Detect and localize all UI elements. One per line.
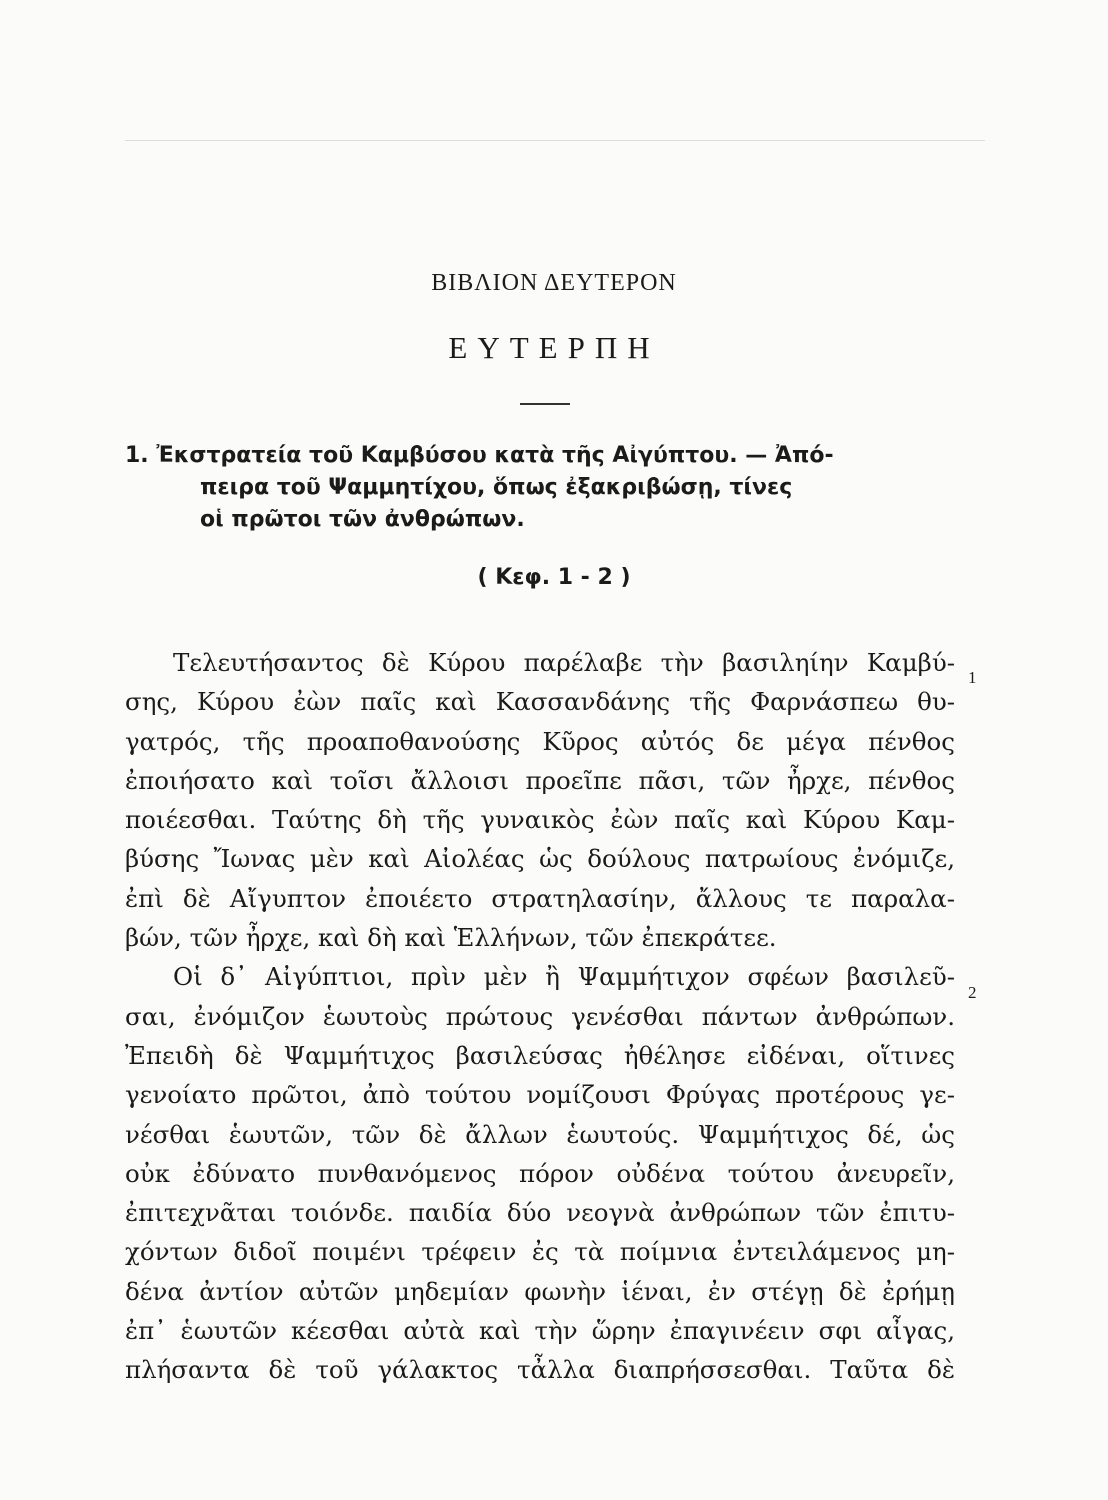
text-line: Ἐπειδὴ δὲ Ψαμμήτιχος βασιλεύσας ἠθέλησε εἰδέναι, οἵτινες <box>125 1040 955 1070</box>
text-line: Τελευτήσαντος δὲ Κύρου παρέλαβε τὴν βασιληίην Καμβύ- <box>173 648 955 677</box>
text-line: βύσης Ἴωνας μὲν καὶ Αἰολέας ὡς δούλους πατρωίους ἐνόμιζε, <box>125 844 955 874</box>
paragraph-number-1: 1 <box>968 668 977 687</box>
heading-line-1: 1. Ἐκστρατεία τοῦ Καμβύσου κατὰ τῆς Αἰγύπτου. — Ἀπό- <box>125 443 834 468</box>
heading-line-3: οἱ πρῶτοι τῶν ἀνθρώπων. <box>200 507 525 532</box>
title-dash <box>520 403 570 405</box>
book-title: ΒΙΒΛΙΟΝ ΔΕΥΤΕΡΟΝ <box>431 270 677 296</box>
text-line: πλήσαντα δὲ τοῦ γάλακτος τἆλλα διαπρήσσεσθαι. Ταῦτα δὲ <box>125 1355 955 1385</box>
text-line: οὐκ ἐδύνατο πυνθανόμενος πόρον οὐδένα τούτου ἀνευρεῖν, <box>125 1158 955 1188</box>
text-line: ἐπὶ δὲ Αἴγυπτον ἐποιέετο στρατηλασίην, ἄλλους τε παραλα- <box>125 883 955 913</box>
section-heading <box>125 440 965 536</box>
text-line: ἐποιήσατο καὶ τοῖσι ἄλλοισι προεῖπε πᾶσι, τῶν ἦρχε, πένθος <box>125 765 955 795</box>
text-line: βών, τῶν ἦρχε, καὶ δὴ καὶ Ἑλλήνων, τῶν ἐπεκράτεε. <box>125 923 777 953</box>
show-through-rule <box>125 140 985 141</box>
body-text <box>125 643 955 1390</box>
text-line: γενοίατο πρῶτοι, ἀπὸ τούτου νομίζουσι Φρύγας προτέρους γε- <box>125 1080 955 1110</box>
text-line: δένα ἀντίον αὐτῶν μηδεμίαν φωνὴν ἱέναι, ἐν στέγῃ δὲ ἐρήμῃ <box>125 1276 955 1306</box>
text-line: σαι, ἐνόμιζον ἑωυτοὺς πρώτους γενέσθαι πάντων ἀνθρώπων. <box>125 1001 955 1031</box>
muse-title: ΕΥΤΕΡΠΗ <box>448 330 660 365</box>
text-line: σης, Κύρου ἐὼν παῖς καὶ Κασσανδάνης τῆς Φαρνάσπεω θυ- <box>125 687 955 717</box>
text-line: νέσθαι ἑωυτῶν, τῶν δὲ ἄλλων ἑωυτούς. Ψαμμήτιχος δέ, ὡς <box>125 1119 955 1149</box>
text-line: ἐπ᾽ ἑωυτῶν κέεσθαι αὐτὰ καὶ τὴν ὥρην ἐπαγινέειν σφι αἶγας, <box>125 1316 955 1346</box>
text-line: Οἱ δ᾽ Αἰγύπτιοι, πρὶν μὲν ἢ Ψαμμήτιχον σφέων βασιλεῦ- <box>173 962 955 992</box>
heading-line-2: πειρα τοῦ Ψαμμητίχου, ὅπως ἐξακριβώσῃ, τίνες <box>200 475 793 500</box>
text-line: ποιέεσθαι. Ταύτης δὴ τῆς γυναικὸς ἐὼν παῖς καὶ Κύρου Καμ- <box>125 805 955 835</box>
text-line: χόντων διδοῖ ποιμένι τρέφειν ἐς τὰ ποίμνια ἐντειλάμενος μη- <box>125 1237 955 1267</box>
chapter-reference: ( Κεφ. 1 - 2 ) <box>477 565 631 590</box>
text-line: ἐπιτεχνᾶται τοιόνδε. παιδία δύο νεογνὰ ἀνθρώπων τῶν ἐπιτυ- <box>125 1198 955 1228</box>
paragraph-number-2: 2 <box>968 983 977 1002</box>
text-line: γατρός, τῆς προαποθανούσης Κῦρος αὐτός δε μέγα πένθος <box>125 726 955 756</box>
